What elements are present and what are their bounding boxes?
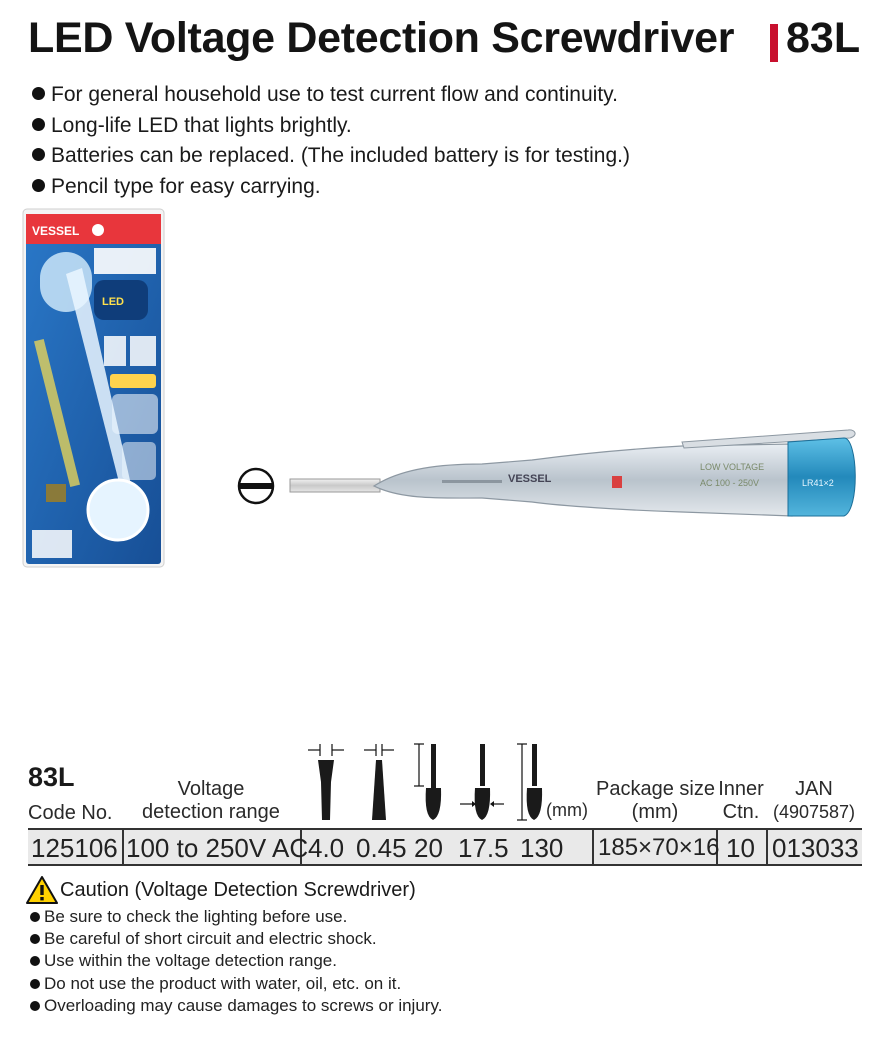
caution-item: Use within the voltage detection range. — [30, 950, 442, 972]
tip-thickness-icon — [364, 744, 394, 820]
tool-brand: VESSEL — [508, 473, 552, 485]
header-package-size: Package size (mm) — [596, 778, 715, 823]
cell-blade-length: 20 — [414, 833, 443, 863]
unit-label: (mm) — [546, 800, 588, 820]
caution-item: Do not use the product with water, oil, etc. on it. — [30, 973, 442, 995]
feature-item: Long-life LED that lights brightly. — [32, 111, 630, 142]
cell-code-no: 125106 — [31, 833, 118, 863]
page-title: LED Voltage Detection Screwdriver — [28, 14, 735, 62]
bullet-icon — [30, 912, 40, 922]
grip-diameter-icon — [460, 744, 504, 820]
header-inner-ctn: Inner Ctn. — [718, 778, 764, 823]
feature-list — [32, 80, 630, 203]
caution-item: Be sure to check the lighting before use. — [30, 906, 442, 928]
cell-package-size: 185×70×16 — [598, 834, 720, 861]
package-brand: VESSEL — [32, 224, 80, 238]
cell-tip-width: 4.0 — [308, 833, 345, 863]
blade-length-icon — [414, 744, 441, 820]
model-number: 83L — [786, 14, 861, 62]
tool-battery-label: LR41×2 — [802, 478, 834, 488]
bullet-icon — [30, 979, 40, 989]
feature-item: For general household use to test current flow and continuity. — [32, 80, 630, 111]
feature-item: Batteries can be replaced. (The included battery is for testing.) — [32, 141, 630, 172]
bullet-icon — [30, 1001, 40, 1011]
cell-total-length: 130 — [520, 833, 564, 863]
bullet-icon — [32, 118, 45, 131]
accent-bar — [770, 24, 778, 62]
header-jan: JAN (4907587) — [772, 778, 856, 822]
header-voltage: Voltage detection range — [142, 778, 280, 823]
bullet-icon — [32, 179, 45, 192]
bullet-icon — [30, 934, 40, 944]
cell-tip-thickness: 0.45 — [356, 833, 407, 863]
cell-inner-ctn: 10 — [726, 833, 755, 863]
total-length-icon — [517, 744, 542, 820]
caution-list — [30, 906, 442, 1017]
caution-heading — [26, 874, 416, 906]
cell-voltage-range: 100 to 250V AC — [126, 833, 309, 863]
cell-grip-diameter: 17.5 — [458, 833, 509, 863]
bullet-icon — [32, 87, 45, 100]
tool-label-1: LOW VOLTAGE — [700, 462, 765, 472]
cell-jan: 013033 — [772, 833, 859, 863]
table-bottom-rule — [28, 864, 862, 866]
spec-model-number: 83L — [28, 762, 75, 792]
package-image — [22, 208, 167, 570]
tool-label-2: AC 100 - 250V — [700, 478, 760, 488]
caution-item: Be careful of short circuit and electric shock. — [30, 928, 442, 950]
warning-icon — [26, 875, 58, 905]
header-code-no: Code No. — [28, 802, 113, 824]
feature-item: Pencil type for easy carrying. — [32, 172, 630, 203]
bullet-icon — [32, 148, 45, 161]
tip-width-icon — [308, 744, 344, 820]
bullet-icon — [30, 956, 40, 966]
screwdriver-image — [232, 420, 862, 530]
svg-text:LED: LED — [102, 296, 124, 308]
dimension-icons — [306, 742, 546, 822]
caution-title: Caution (Voltage Detection Screwdriver) — [60, 878, 416, 901]
caution-item: Overloading may cause damages to screws or injury. — [30, 995, 442, 1017]
